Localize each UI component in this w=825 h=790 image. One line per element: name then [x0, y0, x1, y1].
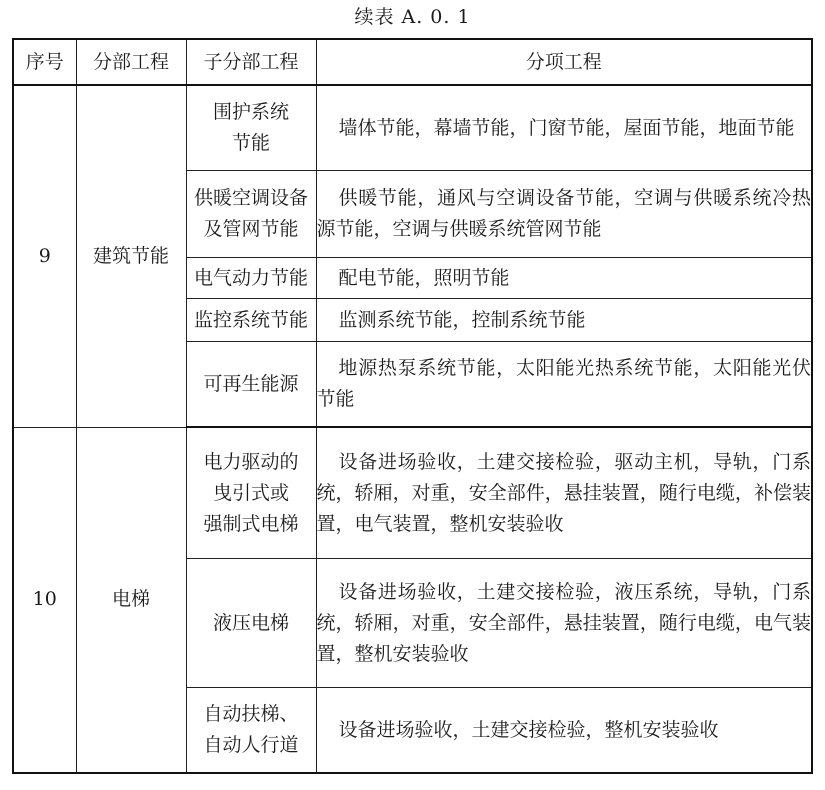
subdivision-name: 可再生能源: [186, 342, 316, 428]
header-items: 分项工程: [316, 39, 812, 85]
division-name: 建筑节能: [76, 85, 186, 427]
subdivision-name: 自动扶梯、 自动人行道: [186, 688, 316, 774]
header-subdivision: 子分部工程: [186, 39, 316, 85]
subdivision-name: 供暖空调设备 及管网节能: [186, 171, 316, 258]
item-list: 监测系统节能，控制系统节能: [316, 299, 812, 342]
division-name: 电梯: [76, 427, 186, 773]
table-row: [13, 85, 812, 171]
division-table: [12, 38, 813, 774]
row-number: 10: [13, 427, 76, 773]
subdivision-name: 围护系统 节能: [186, 85, 316, 171]
subdivision-name: 液压电梯: [186, 559, 316, 688]
header-no: 序号: [13, 39, 76, 85]
item-list: 设备进场验收，土建交接检验，驱动主机，导轨，门系统，轿厢，对重，安全部件，悬挂装置，随行电缆，补偿装置，电气装置，整机安装验收: [316, 427, 812, 559]
item-list: 配电节能，照明节能: [316, 258, 812, 299]
table-caption: 续表 A. 0. 1: [354, 6, 471, 28]
header-row: [13, 39, 812, 85]
subdivision-name: 监控系统节能: [186, 299, 316, 342]
item-list: 设备进场验收，土建交接检验，整机安装验收: [316, 688, 812, 774]
item-list: 地源热泵系统节能，太阳能光热系统节能，太阳能光伏节能: [316, 342, 812, 428]
header-division: 分部工程: [76, 39, 186, 85]
row-number: 9: [13, 85, 76, 427]
table-row: [13, 427, 812, 559]
item-list: 墙体节能，幕墙节能，门窗节能，屋面节能，地面节能: [316, 85, 812, 171]
subdivision-name: 电气动力节能: [186, 258, 316, 299]
item-list: 设备进场验收，土建交接检验，液压系统，导轨，门系统，轿厢，对重，安全部件，悬挂装置，随行电缆，电气装置，整机安装验收: [316, 559, 812, 688]
subdivision-name: 电力驱动的 曳引式或 强制式电梯: [186, 427, 316, 559]
item-list: 供暖节能，通风与空调设备节能，空调与供暖系统冷热源节能，空调与供暖系统管网节能: [316, 171, 812, 258]
